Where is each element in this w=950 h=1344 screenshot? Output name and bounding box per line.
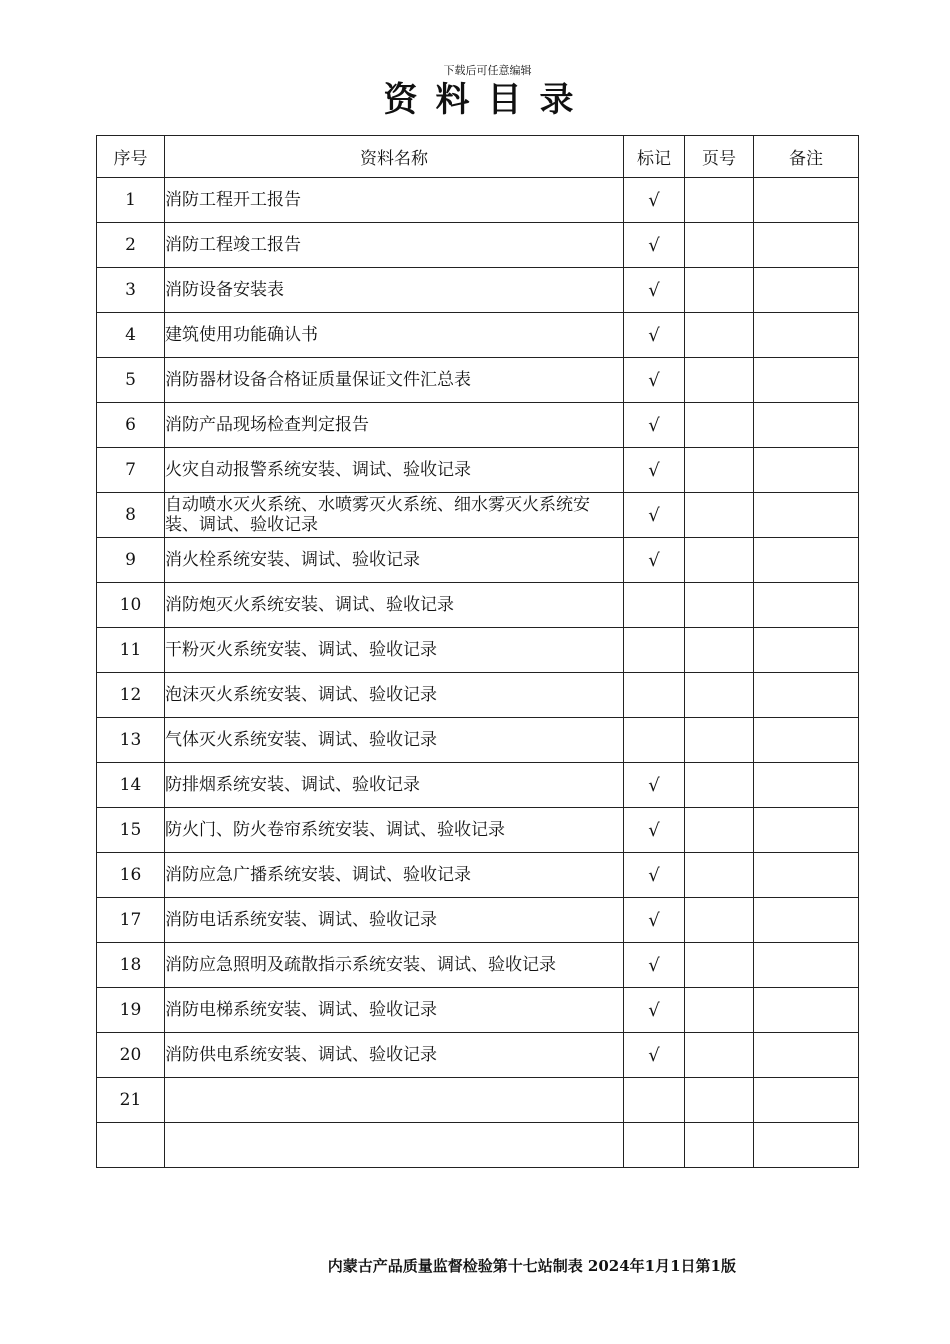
row-number-cell: 5 (97, 358, 165, 403)
check-mark-cell: √ (624, 988, 685, 1033)
check-mark-cell: √ (624, 358, 685, 403)
row-number-cell: 6 (97, 403, 165, 448)
page-number-cell (685, 313, 754, 358)
remark-cell (754, 178, 859, 223)
document-name-cell: 消防工程竣工报告 (165, 223, 624, 268)
page-number-cell (685, 448, 754, 493)
table-row (97, 448, 859, 493)
document-name-cell: 消防炮灭火系统安装、调试、验收记录 (165, 583, 624, 628)
download-note: 下载后可任意编辑 (443, 64, 532, 77)
page-number-cell (685, 628, 754, 673)
row-number-cell: 16 (97, 853, 165, 898)
table-row (97, 718, 859, 763)
page-number-cell (685, 808, 754, 853)
row-number-cell: 10 (97, 583, 165, 628)
remark-cell (754, 223, 859, 268)
check-mark-cell (624, 628, 685, 673)
remark-cell (754, 1123, 859, 1168)
check-mark-cell: √ (624, 223, 685, 268)
remark-cell (754, 763, 859, 808)
remark-cell (754, 1078, 859, 1123)
document-name-cell: 消火栓系统安装、调试、验收记录 (165, 538, 624, 583)
row-number-cell (97, 1123, 165, 1168)
check-mark-cell: √ (624, 268, 685, 313)
page-number-cell (685, 538, 754, 583)
table-row (97, 1033, 859, 1078)
document-name-cell: 消防供电系统安装、调试、验收记录 (165, 1033, 624, 1078)
document-name-cell: 消防产品现场检查判定报告 (165, 403, 624, 448)
table-row (97, 583, 859, 628)
row-number-cell: 1 (97, 178, 165, 223)
page-number-cell (685, 358, 754, 403)
row-number-cell: 4 (97, 313, 165, 358)
remark-cell (754, 853, 859, 898)
page-number-cell (685, 223, 754, 268)
check-mark-cell: √ (624, 313, 685, 358)
check-mark-cell: √ (624, 763, 685, 808)
table-row (97, 178, 859, 223)
remark-cell (754, 628, 859, 673)
document-name-cell: 气体灭火系统安装、调试、验收记录 (165, 718, 624, 763)
row-number-cell: 15 (97, 808, 165, 853)
document-name-cell: 防火门、防火卷帘系统安装、调试、验收记录 (165, 808, 624, 853)
table-row (97, 763, 859, 808)
column-header-mark: 标记 (624, 136, 685, 178)
remark-cell (754, 988, 859, 1033)
document-name-cell: 消防器材设备合格证质量保证文件汇总表 (165, 358, 624, 403)
check-mark-cell: √ (624, 448, 685, 493)
table-row (97, 313, 859, 358)
page-number-cell (685, 988, 754, 1033)
table-row (97, 943, 859, 988)
catalog-table (96, 135, 859, 1168)
page-number-cell (685, 493, 754, 538)
page-number-cell (685, 1123, 754, 1168)
document-name-cell: 消防应急照明及疏散指示系统安装、调试、验收记录 (165, 943, 624, 988)
remark-cell (754, 583, 859, 628)
document-name-cell: 消防设备安装表 (165, 268, 624, 313)
page-number-cell (685, 718, 754, 763)
document-name-cell: 建筑使用功能确认书 (165, 313, 624, 358)
check-mark-cell: √ (624, 943, 685, 988)
row-number-cell: 18 (97, 943, 165, 988)
table-row (97, 223, 859, 268)
check-mark-cell: √ (624, 493, 685, 538)
row-number-cell: 7 (97, 448, 165, 493)
page-number-cell (685, 673, 754, 718)
document-title: 资料目录 (383, 80, 592, 120)
remark-cell (754, 943, 859, 988)
row-number-cell: 3 (97, 268, 165, 313)
remark-cell (754, 493, 859, 538)
page-number-cell (685, 898, 754, 943)
remark-cell (754, 358, 859, 403)
row-number-cell: 12 (97, 673, 165, 718)
check-mark-cell (624, 673, 685, 718)
remark-cell (754, 268, 859, 313)
table-row (97, 898, 859, 943)
column-header-page: 页号 (685, 136, 754, 178)
table-body (97, 178, 859, 1168)
document-name-cell (165, 1078, 624, 1123)
document-name-cell: 消防工程开工报告 (165, 178, 624, 223)
check-mark-cell: √ (624, 853, 685, 898)
row-number-cell: 19 (97, 988, 165, 1033)
row-number-cell: 14 (97, 763, 165, 808)
check-mark-cell (624, 718, 685, 763)
remark-cell (754, 1033, 859, 1078)
remark-cell (754, 448, 859, 493)
table-row (97, 988, 859, 1033)
remark-cell (754, 538, 859, 583)
table-row (97, 268, 859, 313)
table-row (97, 358, 859, 403)
table-row (97, 853, 859, 898)
page-number-cell (685, 1078, 754, 1123)
page-number-cell (685, 1033, 754, 1078)
page-number-cell (685, 403, 754, 448)
remark-cell (754, 673, 859, 718)
table-row (97, 403, 859, 448)
remark-cell (754, 808, 859, 853)
document-name-cell: 消防电梯系统安装、调试、验收记录 (165, 988, 624, 1033)
table-row (97, 493, 859, 538)
table-row (97, 1078, 859, 1123)
check-mark-cell: √ (624, 808, 685, 853)
document-name-cell: 防排烟系统安装、调试、验收记录 (165, 763, 624, 808)
row-number-cell: 8 (97, 493, 165, 538)
column-header-name: 资料名称 (165, 136, 624, 178)
remark-cell (754, 898, 859, 943)
footer-note: 内蒙古产品质量监督检验第十七站制表 2024年1月1日第1版 (327, 1257, 736, 1275)
check-mark-cell (624, 1078, 685, 1123)
check-mark-cell: √ (624, 403, 685, 448)
document-name-cell: 自动喷水灭火系统、水喷雾灭火系统、细水雾灭火系统安装、调试、验收记录 (165, 493, 624, 538)
table-row (97, 628, 859, 673)
document-name-cell: 火灾自动报警系统安装、调试、验收记录 (165, 448, 624, 493)
table-row (97, 673, 859, 718)
check-mark-cell: √ (624, 898, 685, 943)
row-number-cell: 20 (97, 1033, 165, 1078)
page-number-cell (685, 943, 754, 988)
check-mark-cell: √ (624, 538, 685, 583)
check-mark-cell (624, 583, 685, 628)
remark-cell (754, 313, 859, 358)
row-number-cell: 13 (97, 718, 165, 763)
page-number-cell (685, 268, 754, 313)
document-name-cell: 干粉灭火系统安装、调试、验收记录 (165, 628, 624, 673)
column-header-number: 序号 (97, 136, 165, 178)
table-row (97, 808, 859, 853)
table-row (97, 538, 859, 583)
row-number-cell: 21 (97, 1078, 165, 1123)
document-name-cell (165, 1123, 624, 1168)
check-mark-cell: √ (624, 1033, 685, 1078)
check-mark-cell: √ (624, 178, 685, 223)
page-number-cell (685, 583, 754, 628)
row-number-cell: 9 (97, 538, 165, 583)
row-number-cell: 11 (97, 628, 165, 673)
row-number-cell: 2 (97, 223, 165, 268)
check-mark-cell (624, 1123, 685, 1168)
row-number-cell: 17 (97, 898, 165, 943)
document-name-cell: 消防应急广播系统安装、调试、验收记录 (165, 853, 624, 898)
column-header-remark: 备注 (754, 136, 859, 178)
page-number-cell (685, 763, 754, 808)
table-header-row (97, 136, 859, 178)
page-number-cell (685, 853, 754, 898)
document-name-cell: 泡沫灭火系统安装、调试、验收记录 (165, 673, 624, 718)
remark-cell (754, 718, 859, 763)
page-number-cell (685, 178, 754, 223)
table-row (97, 1123, 859, 1168)
remark-cell (754, 403, 859, 448)
document-name-cell: 消防电话系统安装、调试、验收记录 (165, 898, 624, 943)
